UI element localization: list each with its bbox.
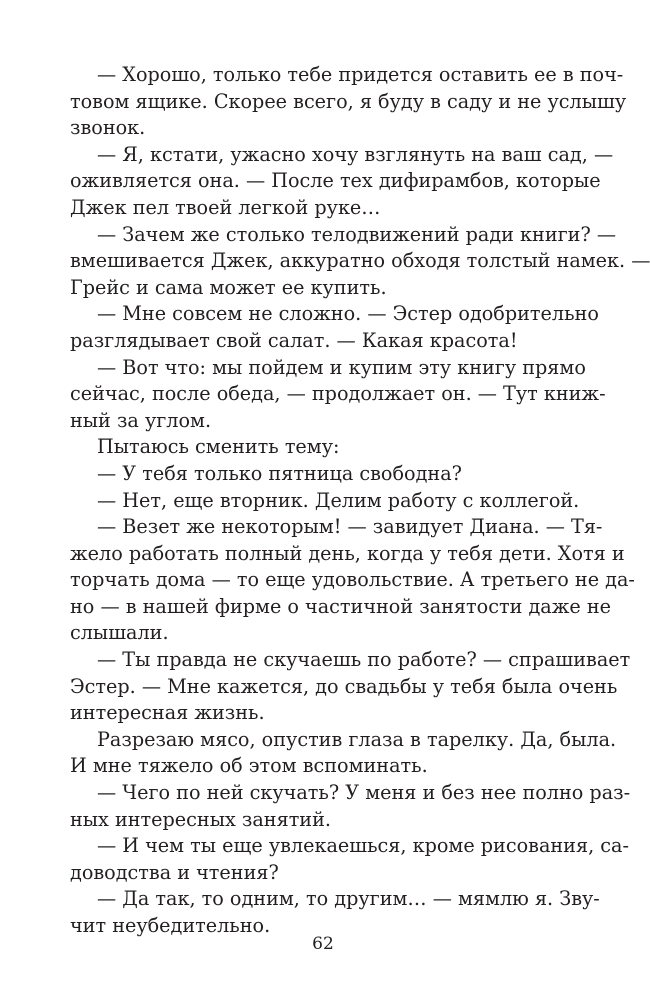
text-line: — Хорошо, только тебе придется оставить ее в поч- <box>97 63 624 86</box>
body-text <box>70 62 650 940</box>
text-line: доводства и чтения? <box>70 860 279 884</box>
text-line: оживляется она. — После тех дифирамбов, которые <box>70 169 601 193</box>
text-line: — У тебя только пятница свободна? <box>97 461 462 485</box>
text-line: Разрезаю мясо, опустив глаза в тарелку. Да, была. <box>97 727 617 751</box>
text-line: жело работать полный день, когда у тебя дети. Хотя и <box>70 541 625 565</box>
text-line: — Нет, еще вторник. Делим работу с коллегой. <box>97 488 580 512</box>
text-line: разглядывает свой салат. — Какая красота! <box>70 328 518 352</box>
text-line: вмешивается Джек, аккуратно обходя толстый намек. — <box>70 249 650 273</box>
text-line: слышали. <box>70 621 169 645</box>
text-line: звонок. <box>70 116 146 140</box>
text-line: — Да так, то одним, то другим… — мямлю я. Зву- <box>97 887 600 911</box>
text-line: сейчас, после обеда, — продолжает он. — Тут книж- <box>70 382 606 406</box>
text-line: — Мне совсем не сложно. — Эстер одобрительно <box>97 302 599 326</box>
text-line: — Чего по ней скучать? У меня и без нее полно раз- <box>97 781 631 805</box>
text-line: — Везет же некоторым! — завидует Диана. — Тя- <box>97 515 603 539</box>
text-line: интересная жизнь. <box>70 701 265 725</box>
text-line: Пытаюсь сменить тему: <box>97 435 340 459</box>
text-line: товом ящике. Скорее всего, я буду в саду и не услышу <box>70 89 627 113</box>
text-line: — Вот что: мы пойдем и купим эту книгу прямо <box>97 355 586 379</box>
text-line: — И чем ты еще увлекаешься, кроме рисования, са- <box>97 834 629 858</box>
text-line: но — в нашей фирме о частичной занятости даже не <box>70 594 611 618</box>
text-line: — Ты правда не скучаешь по работе? — спрашивает <box>97 648 631 672</box>
text-line: Грейс и сама может ее купить. <box>70 275 387 299</box>
text-line: Джек пел твоей легкой руке… <box>70 195 381 219</box>
text-line: ных интересных занятий. <box>70 807 331 831</box>
text-line: — Я, кстати, ужасно хочу взглянуть на ваш сад, — <box>97 142 614 166</box>
text-line: ный за углом. <box>70 408 212 432</box>
text-line: И мне тяжело об этом вспоминать. <box>70 754 428 778</box>
text-line: — Зачем же столько телодвижений ради книги? — <box>97 222 617 246</box>
text-line: торчать дома — то еще удовольствие. А третьего не да- <box>70 568 635 592</box>
text-line: Эстер. — Мне кажется, до свадьбы у тебя была очень <box>70 674 618 698</box>
page-number: 62 <box>312 934 334 954</box>
text-line: чит неубедительно. <box>70 914 271 937</box>
